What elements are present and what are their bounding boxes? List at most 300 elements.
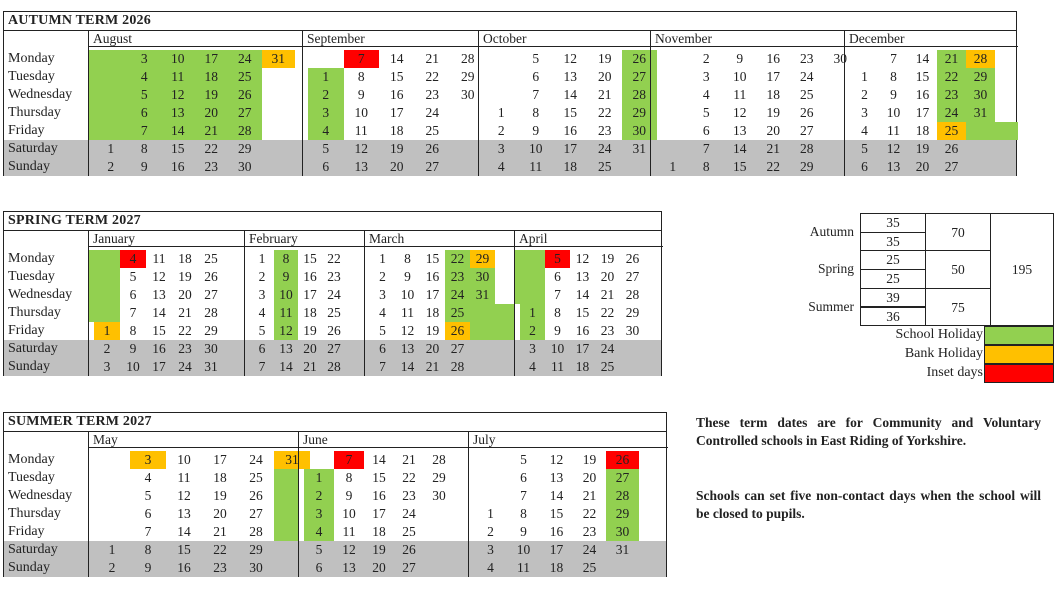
day-cell: 9 xyxy=(520,524,527,539)
day-cell: 9 xyxy=(129,341,137,356)
day-label-tuesday: Tuesday xyxy=(8,269,55,284)
month-header-january: January xyxy=(88,231,244,247)
day-cell: 1 xyxy=(861,69,868,84)
day-cell: 29 xyxy=(432,470,446,485)
day-cell: 13 xyxy=(400,341,415,356)
day-cell: 17 xyxy=(915,105,930,120)
day-cell: 9 xyxy=(274,268,298,286)
day-label-tuesday: Tuesday xyxy=(8,69,55,84)
day-cell: 6 xyxy=(554,269,561,284)
holiday-fill xyxy=(274,523,298,541)
day-cell: 11 xyxy=(529,159,543,174)
day-cell: 13 xyxy=(563,69,577,84)
day-cell: 18 xyxy=(303,305,317,320)
day-label-monday: Monday xyxy=(8,251,55,266)
day-cell: 3 xyxy=(702,69,710,84)
day-cell: 23 xyxy=(402,488,416,503)
day-cell: 9 xyxy=(144,560,152,575)
summary-half-term-days: 35 xyxy=(860,213,926,233)
day-label-tuesday: Tuesday xyxy=(8,470,55,485)
day-cell: 19 xyxy=(600,251,615,266)
day-cell: 23 xyxy=(600,323,615,338)
day-cell: 12 xyxy=(886,141,901,156)
day-cell: 31 xyxy=(966,104,995,122)
summary-label-autumn: Autumn xyxy=(809,224,854,239)
day-cell: 4 xyxy=(379,305,386,320)
day-cell: 29 xyxy=(238,141,252,156)
day-cell: 22 xyxy=(600,305,615,320)
day-cell: 7 xyxy=(554,287,561,302)
summary-half-term-days: 36 xyxy=(860,307,926,327)
day-cell: 19 xyxy=(213,488,227,503)
day-label-wednesday: Wednesday xyxy=(8,488,73,503)
day-cell: 11 xyxy=(342,524,356,539)
day-cell: 24 xyxy=(178,359,192,374)
day-cell: 17 xyxy=(425,287,440,302)
day-cell: 13 xyxy=(549,470,564,485)
day-cell: 24 xyxy=(327,287,341,302)
holiday-fill xyxy=(515,268,545,286)
day-cell: 21 xyxy=(402,452,416,467)
day-cell: 7 xyxy=(258,359,266,374)
day-cell: 21 xyxy=(766,141,780,156)
day-cell: 18 xyxy=(549,560,564,575)
day-cell: 11 xyxy=(177,470,191,485)
day-label-thursday: Thursday xyxy=(8,305,61,320)
holiday-fill xyxy=(515,250,545,268)
day-cell: 27 xyxy=(228,104,262,122)
day-cell: 12 xyxy=(152,269,166,284)
legend-swatch-school-holiday xyxy=(984,326,1054,345)
day-cell: 16 xyxy=(766,51,780,66)
day-cell: 3 xyxy=(128,50,162,68)
day-cell: 12 xyxy=(274,322,298,340)
month-divider xyxy=(650,31,651,176)
day-cell: 28 xyxy=(461,51,475,66)
day-cell: 18 xyxy=(563,159,577,174)
day-cell: 22 xyxy=(445,250,470,268)
day-cell: 1 xyxy=(258,251,266,266)
day-cell: 9 xyxy=(532,123,540,138)
day-cell: 14 xyxy=(161,122,195,140)
month-header-december: December xyxy=(844,31,1018,47)
day-cell: 9 xyxy=(404,269,411,284)
day-cell: 29 xyxy=(606,505,639,523)
day-cell: 12 xyxy=(354,141,368,156)
term-spring xyxy=(3,211,662,376)
day-cell: 15 xyxy=(575,305,590,320)
day-cell: 4 xyxy=(120,250,146,268)
day-cell: 14 xyxy=(177,524,191,539)
day-cell: 18 xyxy=(766,87,780,102)
day-cell: 7 xyxy=(702,141,710,156)
day-cell: 10 xyxy=(550,341,565,356)
legend-label: Inset days xyxy=(926,365,983,380)
day-cell: 4 xyxy=(258,305,266,320)
day-cell: 1 xyxy=(304,469,334,487)
month-header-february: February xyxy=(244,231,364,247)
day-cell: 7 xyxy=(128,122,162,140)
day-cell: 3 xyxy=(258,287,266,302)
day-cell: 29 xyxy=(625,305,640,320)
term-title: SPRING TERM 2027 xyxy=(8,213,141,228)
day-cell: 30 xyxy=(622,122,657,140)
holiday-fill xyxy=(89,122,128,140)
day-cell: 6 xyxy=(128,104,162,122)
month-divider xyxy=(844,31,845,176)
day-cell: 8 xyxy=(702,159,710,174)
day-cell: 13 xyxy=(575,269,590,284)
day-cell: 17 xyxy=(563,141,577,156)
day-cell: 24 xyxy=(402,506,416,521)
day-cell: 21 xyxy=(213,524,227,539)
day-label-monday: Monday xyxy=(8,51,55,66)
day-cell: 5 xyxy=(379,323,386,338)
day-cell: 2 xyxy=(258,269,266,284)
summary-term-total: 75 xyxy=(925,288,991,326)
day-cell: 30 xyxy=(249,560,263,575)
day-cell: 9 xyxy=(890,87,897,102)
month-divider xyxy=(468,432,469,577)
day-cell: 4 xyxy=(497,159,505,174)
day-cell: 15 xyxy=(152,323,166,338)
day-cell: 27 xyxy=(327,341,341,356)
day-cell: 30 xyxy=(461,87,475,102)
month-header-march: March xyxy=(364,231,514,247)
day-cell: 26 xyxy=(327,323,341,338)
day-cell: 25 xyxy=(327,305,341,320)
day-cell: 16 xyxy=(390,87,404,102)
day-cell: 22 xyxy=(178,323,192,338)
day-cell: 3 xyxy=(130,451,166,469)
day-cell: 20 xyxy=(915,159,930,174)
day-cell: 23 xyxy=(327,269,341,284)
holiday-fill xyxy=(470,304,514,322)
holiday-fill xyxy=(89,268,120,286)
day-cell: 18 xyxy=(213,470,227,485)
day-cell: 15 xyxy=(303,251,317,266)
day-cell: 20 xyxy=(195,104,229,122)
day-cell: 19 xyxy=(598,51,612,66)
holiday-fill xyxy=(89,68,128,86)
day-cell: 22 xyxy=(937,68,966,86)
day-cell: 23 xyxy=(425,87,439,102)
day-cell: 26 xyxy=(425,141,439,156)
day-cell: 28 xyxy=(327,359,341,374)
day-cell: 5 xyxy=(545,250,570,268)
day-cell: 28 xyxy=(606,487,639,505)
day-cell: 5 xyxy=(315,542,323,557)
day-cell: 22 xyxy=(766,159,780,174)
day-cell: 13 xyxy=(354,159,368,174)
day-cell: 13 xyxy=(177,506,191,521)
day-cell: 13 xyxy=(886,159,901,174)
day-cell: 22 xyxy=(213,542,227,557)
day-cell: 21 xyxy=(303,359,317,374)
day-cell: 16 xyxy=(171,159,185,174)
day-label-friday: Friday xyxy=(8,323,45,338)
day-cell: 6 xyxy=(144,506,152,521)
day-cell: 23 xyxy=(937,86,966,104)
day-cell: 23 xyxy=(598,123,612,138)
day-cell: 8 xyxy=(532,105,540,120)
holiday-fill xyxy=(515,286,545,304)
day-cell: 23 xyxy=(204,159,218,174)
month-header-september: September xyxy=(302,31,478,47)
day-cell: 16 xyxy=(563,123,577,138)
legend-swatch-inset xyxy=(984,364,1054,383)
day-cell: 28 xyxy=(966,50,995,68)
day-cell: 1 xyxy=(94,322,120,340)
day-cell: 15 xyxy=(390,69,404,84)
day-cell: 4 xyxy=(304,523,334,541)
day-cell: 31 xyxy=(615,542,630,557)
day-cell: 20 xyxy=(582,470,597,485)
holiday-fill xyxy=(274,469,298,487)
day-cell: 28 xyxy=(204,305,218,320)
summary-grand-total: 195 xyxy=(990,213,1054,326)
day-cell: 25 xyxy=(598,159,612,174)
day-cell: 6 xyxy=(861,159,868,174)
day-cell: 11 xyxy=(274,304,298,322)
day-cell: 24 xyxy=(228,50,262,68)
day-label-friday: Friday xyxy=(8,123,45,138)
day-cell: 5 xyxy=(144,488,152,503)
day-cell: 26 xyxy=(622,50,657,68)
day-cell: 30 xyxy=(966,86,995,104)
day-cell: 18 xyxy=(178,251,192,266)
day-cell: 14 xyxy=(372,452,386,467)
day-cell: 9 xyxy=(554,323,561,338)
day-cell: 18 xyxy=(390,123,404,138)
day-cell: 10 xyxy=(516,542,531,557)
day-cell: 20 xyxy=(372,560,386,575)
month-divider xyxy=(244,231,245,376)
day-label-sunday: Sunday xyxy=(8,159,50,174)
day-cell: 7 xyxy=(520,488,527,503)
day-cell: 11 xyxy=(152,251,166,266)
day-cell: 22 xyxy=(327,251,341,266)
day-cell: 22 xyxy=(582,506,597,521)
month-header-july: July xyxy=(468,432,668,448)
day-cell: 11 xyxy=(517,560,530,575)
day-cell: 27 xyxy=(450,341,465,356)
day-cell: 24 xyxy=(598,141,612,156)
day-cell: 28 xyxy=(450,359,465,374)
day-cell: 26 xyxy=(800,105,814,120)
day-cell: 15 xyxy=(425,251,440,266)
day-cell: 12 xyxy=(177,488,191,503)
day-cell: 4 xyxy=(128,68,162,86)
term-summer xyxy=(3,412,667,577)
month-header-august: August xyxy=(88,31,302,47)
day-cell: 14 xyxy=(279,359,293,374)
day-cell: 10 xyxy=(529,141,543,156)
day-cell: 8 xyxy=(144,542,152,557)
day-cell: 13 xyxy=(279,341,293,356)
day-cell: 27 xyxy=(402,560,416,575)
day-cell: 17 xyxy=(213,452,227,467)
note-schools: These term dates are for Community and Voluntary Controlled schools in East Riding of Yorkshire. xyxy=(696,415,1041,448)
day-cell: 28 xyxy=(800,141,814,156)
day-cell: 22 xyxy=(598,105,612,120)
day-cell: 21 xyxy=(425,359,440,374)
day-cell: 11 xyxy=(887,123,900,138)
day-cell: 8 xyxy=(520,506,527,521)
day-cell: 27 xyxy=(622,68,657,86)
day-cell: 4 xyxy=(702,87,710,102)
day-cell: 2 xyxy=(497,123,505,138)
day-cell: 16 xyxy=(152,341,166,356)
day-cell: 1 xyxy=(108,542,116,557)
day-cell: 5 xyxy=(861,141,868,156)
day-cell: 20 xyxy=(598,69,612,84)
day-cell: 30 xyxy=(204,341,218,356)
day-cell: 3 xyxy=(308,104,344,122)
day-cell: 19 xyxy=(178,269,192,284)
day-cell: 8 xyxy=(274,250,298,268)
day-cell: 10 xyxy=(274,286,298,304)
day-cell: 2 xyxy=(103,341,111,356)
day-cell: 7 xyxy=(890,51,897,66)
day-cell: 23 xyxy=(178,341,192,356)
day-cell: 17 xyxy=(766,69,780,84)
day-cell: 2 xyxy=(308,86,344,104)
day-label-thursday: Thursday xyxy=(8,105,61,120)
day-cell: 20 xyxy=(425,341,440,356)
day-cell: 8 xyxy=(129,323,137,338)
day-cell: 4 xyxy=(487,560,494,575)
day-cell: 1 xyxy=(497,105,505,120)
holiday-fill xyxy=(89,286,120,304)
day-cell: 25 xyxy=(445,304,470,322)
day-cell: 11 xyxy=(551,359,564,374)
day-cell: 16 xyxy=(303,269,317,284)
day-cell: 14 xyxy=(563,87,577,102)
day-cell: 26 xyxy=(228,86,262,104)
day-cell: 28 xyxy=(432,452,446,467)
day-cell: 17 xyxy=(372,506,386,521)
day-cell: 1 xyxy=(107,141,115,156)
day-cell: 14 xyxy=(733,141,747,156)
day-cell: 31 xyxy=(262,50,296,68)
day-cell: 6 xyxy=(532,69,540,84)
holiday-fill xyxy=(274,487,298,505)
day-cell: 6 xyxy=(702,123,710,138)
day-cell: 3 xyxy=(497,141,505,156)
day-cell: 10 xyxy=(733,69,747,84)
day-cell: 2 xyxy=(304,487,334,505)
day-cell: 23 xyxy=(445,268,470,286)
day-cell: 4 xyxy=(144,470,152,485)
day-cell: 27 xyxy=(944,159,959,174)
day-cell: 6 xyxy=(379,341,386,356)
day-cell: 9 xyxy=(736,51,744,66)
day-cell: 7 xyxy=(144,524,152,539)
summary-half-term-days: 35 xyxy=(860,232,926,252)
day-cell: 30 xyxy=(238,159,252,174)
day-label-thursday: Thursday xyxy=(8,506,61,521)
day-cell: 26 xyxy=(445,322,470,340)
day-cell: 27 xyxy=(425,159,439,174)
day-cell: 20 xyxy=(213,506,227,521)
day-cell: 26 xyxy=(249,488,263,503)
day-cell: 31 xyxy=(632,141,646,156)
day-cell: 17 xyxy=(575,341,590,356)
note-non-contact: Schools can set five non-contact days when the school will be closed to pupils. xyxy=(696,488,1041,521)
day-cell: 8 xyxy=(404,251,411,266)
day-cell: 29 xyxy=(204,323,218,338)
day-cell: 3 xyxy=(103,359,111,374)
day-cell: 20 xyxy=(390,159,404,174)
day-cell: 31 xyxy=(274,451,310,469)
day-cell: 25 xyxy=(937,122,966,140)
day-cell: 6 xyxy=(322,159,330,174)
day-cell: 21 xyxy=(598,87,612,102)
day-cell: 10 xyxy=(354,105,368,120)
day-cell: 12 xyxy=(733,105,747,120)
summary-half-term-days: 25 xyxy=(860,250,926,270)
holiday-fill xyxy=(89,86,128,104)
day-cell: 25 xyxy=(204,251,218,266)
day-cell: 5 xyxy=(128,86,162,104)
day-cell: 16 xyxy=(915,87,930,102)
day-cell: 26 xyxy=(606,451,639,469)
month-header-november: November xyxy=(650,31,844,47)
day-cell: 25 xyxy=(800,87,814,102)
day-cell: 26 xyxy=(204,269,218,284)
day-label-monday: Monday xyxy=(8,452,55,467)
day-cell: 10 xyxy=(400,287,415,302)
day-cell: 17 xyxy=(303,287,317,302)
day-cell: 27 xyxy=(800,123,814,138)
day-cell: 7 xyxy=(344,50,380,68)
day-cell: 15 xyxy=(549,506,564,521)
day-cell: 22 xyxy=(425,69,439,84)
day-cell: 6 xyxy=(315,560,323,575)
holiday-fill xyxy=(470,322,514,340)
day-cell: 7 xyxy=(129,305,137,320)
day-cell: 2 xyxy=(702,51,710,66)
day-cell: 7 xyxy=(379,359,386,374)
day-cell: 21 xyxy=(195,122,229,140)
day-cell: 2 xyxy=(487,524,494,539)
day-cell: 10 xyxy=(126,359,140,374)
day-cell: 7 xyxy=(334,451,364,469)
day-cell: 25 xyxy=(600,359,615,374)
day-cell: 24 xyxy=(445,286,470,304)
day-cell: 16 xyxy=(425,269,440,284)
day-cell: 19 xyxy=(390,141,404,156)
holiday-fill xyxy=(274,505,298,523)
day-cell: 1 xyxy=(308,68,344,86)
day-cell: 26 xyxy=(402,542,416,557)
day-cell: 9 xyxy=(140,159,148,174)
day-cell: 19 xyxy=(766,105,780,120)
day-cell: 7 xyxy=(532,87,540,102)
day-cell: 29 xyxy=(800,159,814,174)
day-cell: 28 xyxy=(625,287,640,302)
month-header-may: May xyxy=(88,432,298,448)
day-cell: 8 xyxy=(554,305,561,320)
day-cell: 26 xyxy=(625,251,640,266)
month-header-october: October xyxy=(478,31,650,47)
legend-label: Bank Holiday xyxy=(904,346,983,361)
day-cell: 5 xyxy=(532,51,540,66)
day-cell: 30 xyxy=(606,523,639,541)
day-cell: 27 xyxy=(249,506,263,521)
day-cell: 19 xyxy=(915,141,930,156)
